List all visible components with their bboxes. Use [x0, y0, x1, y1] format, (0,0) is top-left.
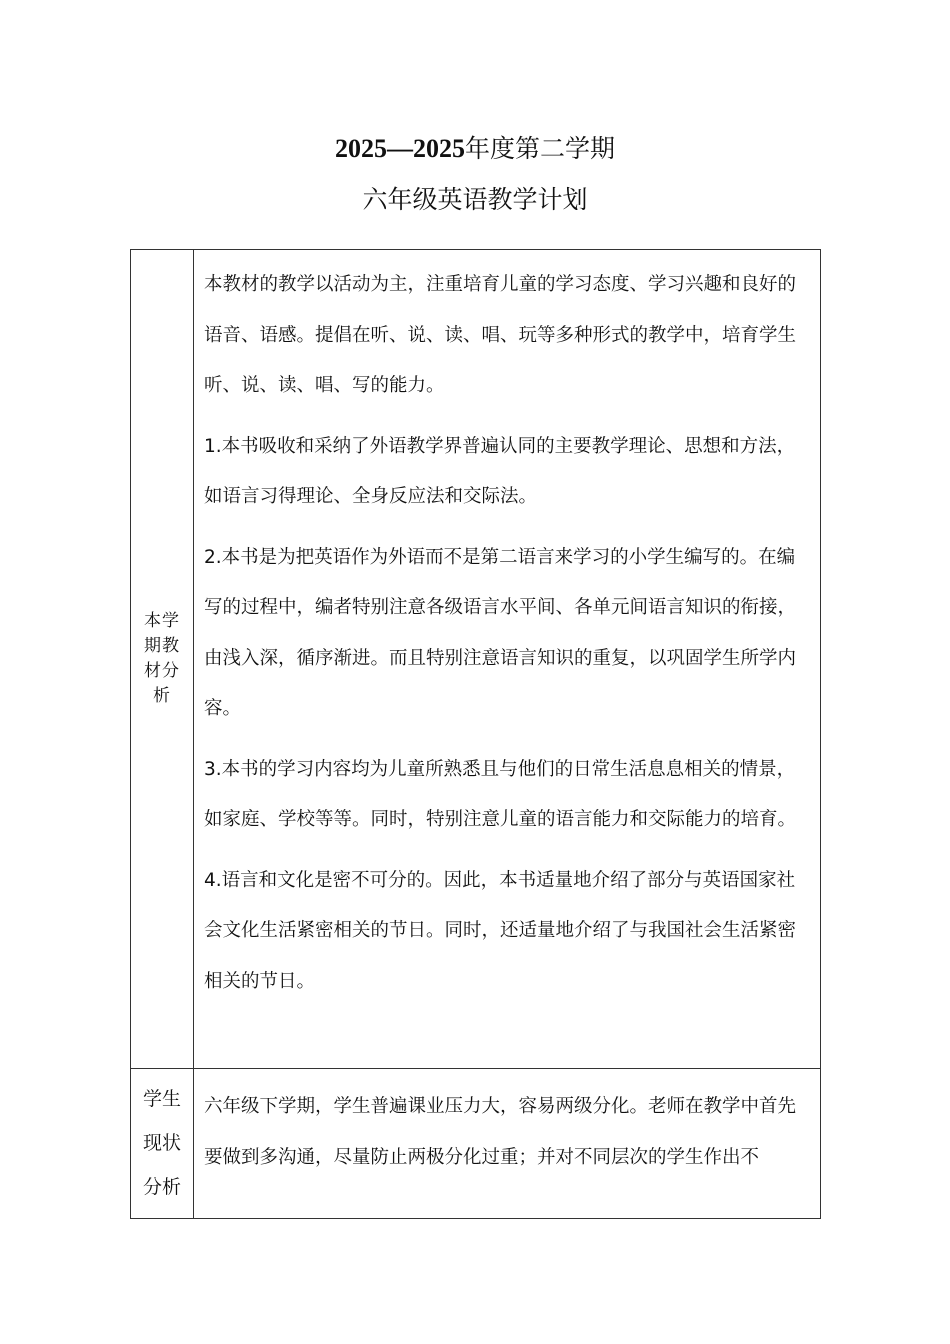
- paragraph-point-4: 4.语言和文化是密不可分的。因此，本书适量地介绍了部分与英语国家社会文化生活紧密相关的节日。同时，还适量地介绍了与我国社会生活紧密相关的节日。: [204, 869, 797, 992]
- textbook-analysis-content: [194, 250, 820, 1007]
- title-year-range: 2025—2025: [334, 134, 465, 163]
- paragraph-point-1: 1.本书吸收和采纳了外语教学界普遍认同的主要教学理论、思想和方法，如语言习得理论、全身反应法和交际法。: [204, 435, 796, 507]
- plan-table: [130, 249, 821, 1219]
- row-label-student-analysis: 学生现状分析: [142, 1088, 181, 1198]
- student-analysis-content: [194, 1069, 820, 1183]
- paragraph-point-2: 2.本书是为把英语作为外语而不是第二语言来学习的小学生编写的。在编写的过程中，编者特别注意各级语言水平间、各单元间语言知识的衔接，由浅入深，循序渐进。而且特别注意语言知识的重复，以巩固学生所学内容。: [204, 546, 797, 719]
- row-content-cell: [194, 250, 821, 1069]
- table-row-textbook-analysis: [131, 250, 821, 1069]
- row-label-textbook-analysis: 本学期教材分析: [144, 611, 180, 706]
- document-title: [0, 131, 950, 167]
- row-label-cell: [131, 250, 194, 1069]
- row-content-cell: [194, 1069, 821, 1219]
- paragraph-student-status: 六年级下学期，学生普遍课业压力大，容易两级分化。老师在教学中首先要做到多沟通，尽量防止两极分化过重；并对不同层次的学生作出不: [204, 1096, 797, 1168]
- row-label-cell: [131, 1069, 194, 1219]
- title-term: 年度第二学期: [464, 134, 615, 163]
- paragraph-point-3: 3.本书的学习内容均为儿童所熟悉且与他们的日常生活息息相关的情景，如家庭、学校等等。同时，特别注意儿童的语言能力和交际能力的培育。: [204, 758, 797, 830]
- document-subtitle: 六年级英语教学计划: [362, 185, 588, 214]
- paragraph-intro: 本教材的教学以活动为主，注重培育儿童的学习态度、学习兴趣和良好的语音、语感。提倡在听、说、读、唱、玩等多种形式的教学中，培育学生听、说、读、唱、写的能力。: [204, 274, 797, 396]
- table-row-student-analysis: [131, 1069, 821, 1219]
